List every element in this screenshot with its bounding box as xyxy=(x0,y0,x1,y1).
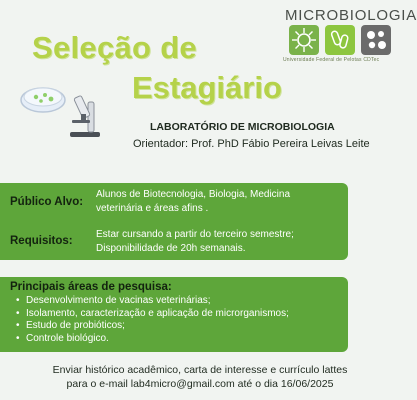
microscope-icon xyxy=(64,92,108,140)
target-audience-line-2: veterinária e áreas afins . xyxy=(96,203,209,214)
application-instructions xyxy=(0,363,400,391)
advisor-line: Orientador: Prof. PhD Fábio Pereira Leivas Leite xyxy=(133,138,370,150)
list-item: • Controle biológico. xyxy=(16,333,289,346)
petri-dish-icon xyxy=(18,80,68,116)
research-list xyxy=(16,295,289,345)
logo-subtitle: Universidade Federal de Pelotas CDTec xyxy=(283,57,380,63)
cells-icon xyxy=(361,25,391,55)
list-item: • Estudo de probióticos; xyxy=(16,320,289,333)
title-line-2: Estagiário xyxy=(132,70,282,105)
list-item: • Desenvolvimento de vacinas veterinárias; xyxy=(16,295,289,308)
requirements-label: Requisitos: xyxy=(10,235,73,247)
title-line-1: Seleção de xyxy=(32,30,197,65)
target-audience-line-1: Alunos de Biotecnologia, Biologia, Medicina xyxy=(96,189,291,200)
logo-icons xyxy=(289,25,393,55)
requirements-line-1: Estar cursando a partir do terceiro semestre; xyxy=(96,229,294,240)
requirements-line-2: Disponibilidade de 20h semanais. xyxy=(96,243,246,254)
bacteria-icon xyxy=(325,25,355,55)
target-audience-label: Público Alvo: xyxy=(10,196,84,208)
virus-icon xyxy=(289,25,319,55)
research-heading: Principais áreas de pesquisa: xyxy=(10,281,172,293)
logo-wordmark: MICROBIOLOGIA xyxy=(285,7,417,24)
footer-line-2: para o e-mail lab4micro@gmail.com até o dia 16/06/2025 xyxy=(66,378,334,390)
lab-heading: LABORATÓRIO DE MICROBIOLOGIA xyxy=(150,121,335,133)
list-item: • Isolamento, caracterização e aplicação de microrganismos; xyxy=(16,308,289,321)
footer-line-1: Enviar histórico acadêmico, carta de interesse e currículo lattes xyxy=(52,364,348,376)
